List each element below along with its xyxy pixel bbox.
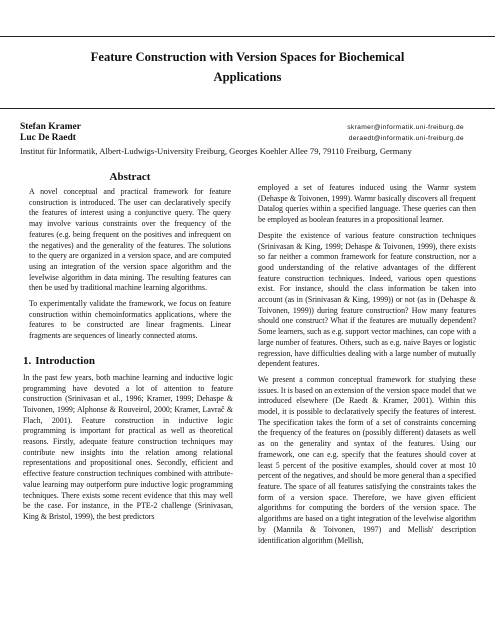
paper-title [40,47,455,87]
left-column [23,170,233,528]
body-paragraph: We present a common conceptual framework for studying these issues. It is based on an extension of the version space model that we introduced elsewhere (De Raedt & Kramer, 2001). Within this model, it is possible to declaratively specify the features of interest. The specification takes the form of a set of constraints concerning the frequency of the features on (possibly different) datasets as well as on the generality and syntax of the features. Using our framework, one can e.g. specify that the features should cover at least 5 percent of the positive examples, should cover at most 10 percent of the negatives, and should be more general than a specified feature. The space of all features satisfying the constraints takes the form of a version space. Therefore, we have given efficient algorithms for computing the borders of the version space. The algorithms are based on a tight integration of the levelwise algorithm by (Mannila & Toivonen, 1997) and Mellish' description identification algorithm (Mellish, [258,374,476,545]
author-email: deraedt@informatik.uni-freiburg.de [348,135,464,142]
body-paragraph: Despite the existence of various feature construction techniques (Srinivasan & King, 1999; Dehaspe & Toivonen, 1999), there exists so far neither a common framework for feature construction, nor a good understanding of the relative advantages of the different feature construction techniques. Indeed, various open questions exist. For instance, should the class information be taken into account (as in (Srinivasan & King, 1999)) or not (as in (Dehaspe & Toivonen, 1999)) during feature construction? How many features should one construct? What if the features are mutually dependent? Some learners, such as e.g. support vector machines, can cope with a large number of features. Others, such as e.g. naive Bayes or logistic regression, have difficulties dealing with a large number of mutually dependent features. [258,230,476,369]
author-row [20,132,480,144]
section-heading [23,354,233,368]
abstract [23,170,233,342]
abstract-heading: Abstract [109,171,151,183]
author-email: skramer@informatik.uni-freiburg.de [347,124,464,131]
title-line-1: Feature Construction with Version Spaces for Biochemical [90,50,405,64]
section-title: Introduction [35,354,95,367]
title-line-2: Applications [213,70,282,84]
section-number: 1. [23,354,32,367]
right-column [258,183,476,551]
author-name: Stefan Kramer [20,122,81,132]
title-rule-top [0,36,495,37]
abstract-paragraph: A novel conceptual and practical framework for feature construction is introduced. The user can declaratively specify the features of interest using a conjunctive query. The query may involve various constraints over the frequency of the features (e.g. being frequent on the positives and infrequent on the negatives) and the generality of the features. The solutions to the query are organized in a version space, and are computed using an integration of the version space algorithm and the levelwise algorithm in data mining. The resulting features can then be used by traditional machine learning algorithms. [29,187,231,293]
body-paragraph: employed a set of features induced using the Warmr system (Dehaspe & Toivonen, 1999). Warmr basically discovers all frequent Datalog queries within a specified language. These queries can then be employed as boolean features in a propositional learner. [258,183,476,225]
body-paragraph: In the past few years, both machine learning and inductive logic programming have devoted a lot of attention to feature construction (Srinivasan et al., 1996; Kramer, 1999; Dehaspe & Toivonen, 1999; Alphonse & Rouveirol, 2000; Kramer, Lavrač & Flach, 2001). Feature construction in inductive logic programming is important for practical as well as theoretical reasons. Firstly, adequate feature construction techniques may contribute new insights into the relation among relational representations and propositional ones. Secondly, efficient and effective feature construction techniques combined with attribute-value learning may outperform pure inductive logic programming techniques. There exists some recent evidence that this may well be the case. For instance, in the PTE-2 challenge (Srinivasan, King & Bristol, 1999), the best predictors [23,372,233,521]
author-name: Luc De Raedt [20,133,76,143]
title-rule-bottom [0,108,495,109]
affiliation: Institut für Informatik, Albert-Ludwigs-University Freiburg, Georges Koehler Allee 79, 79110 Freiburg, Germany [20,146,412,156]
abstract-paragraph: To experimentally validate the framework, we focus on feature construction within chemoinformatics applications, where the features to be constructed are linear fragments. Linear fragments are sequences of linearly connected atoms. [29,299,231,341]
